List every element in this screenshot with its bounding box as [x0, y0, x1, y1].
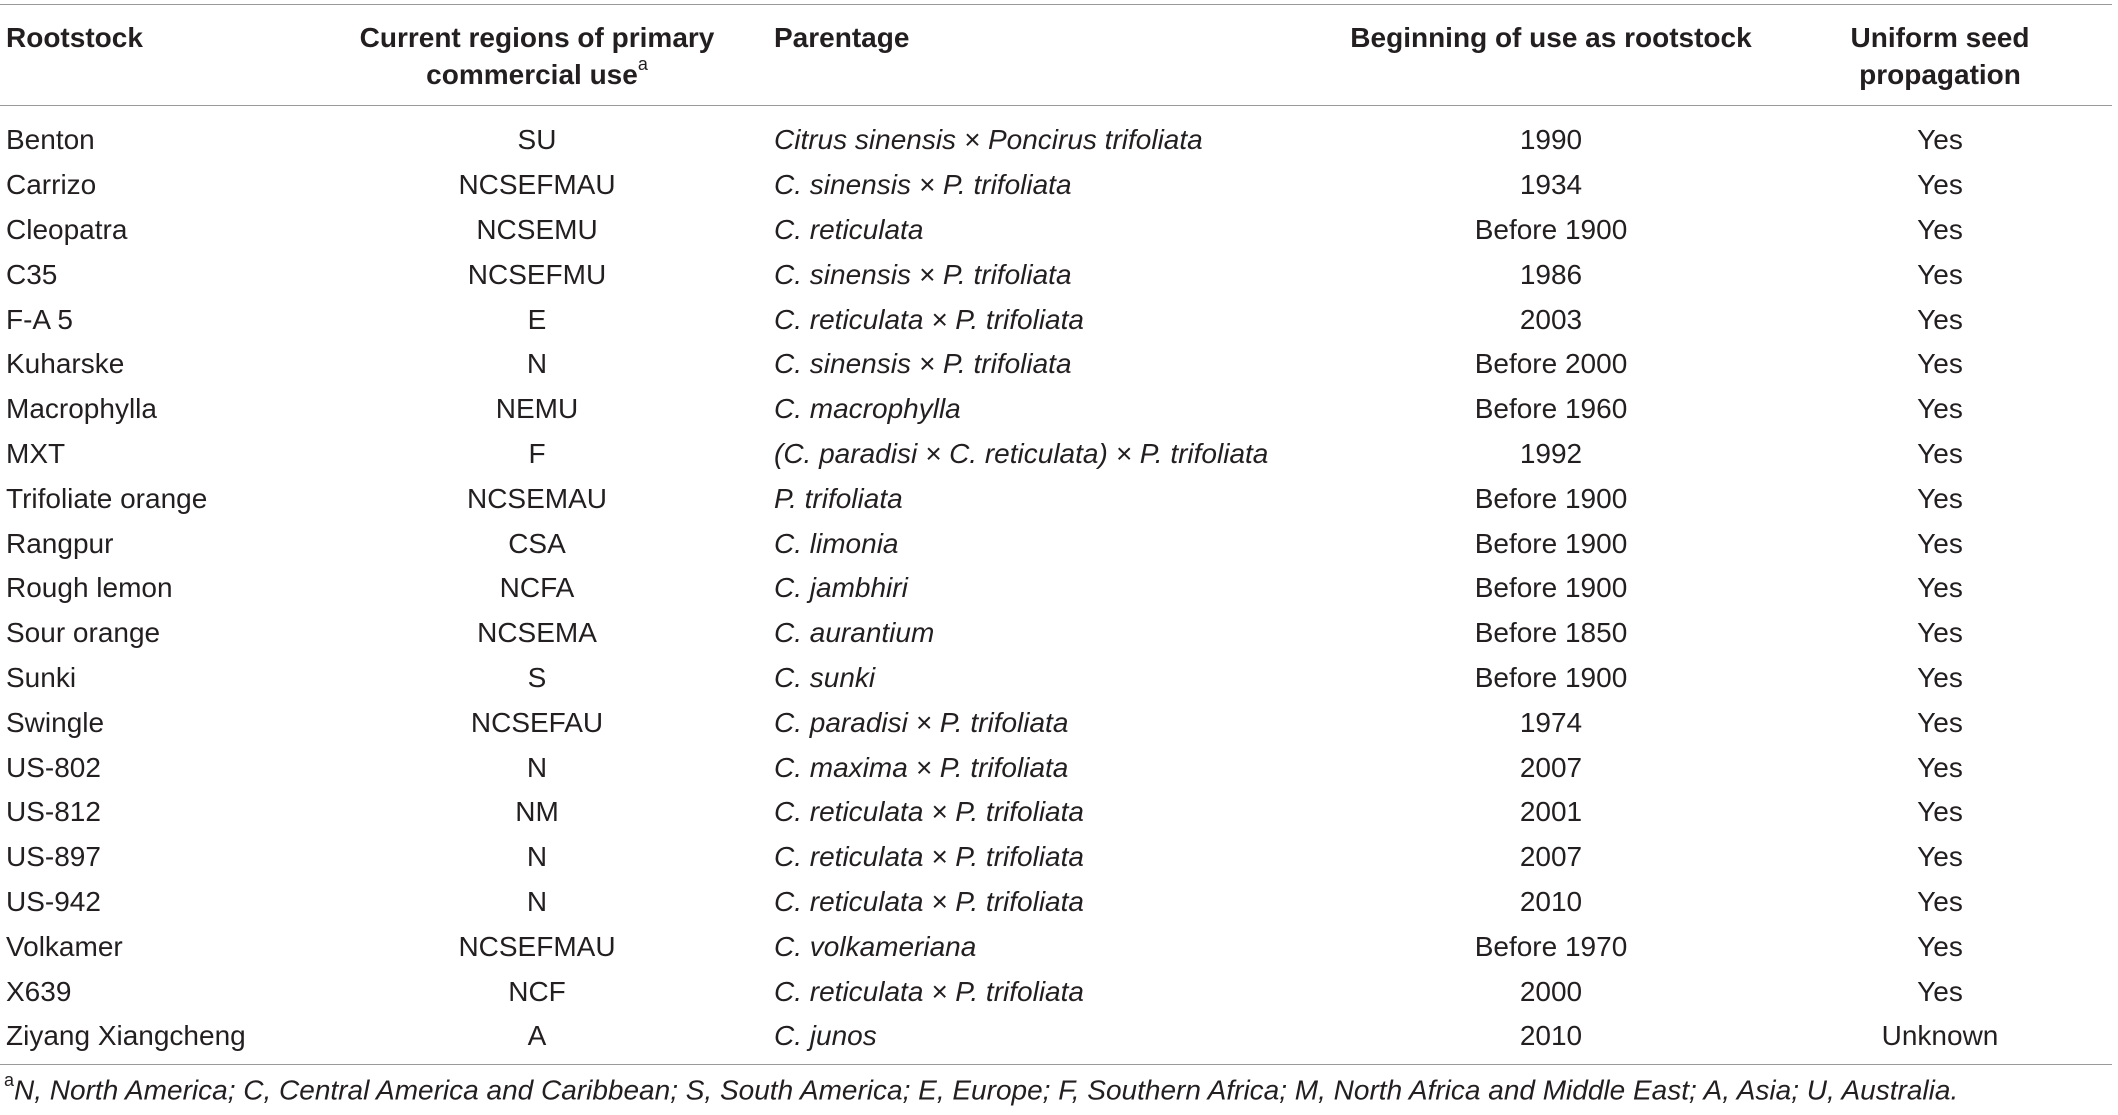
header-regions [318, 5, 756, 106]
table-row [0, 521, 2112, 566]
cell-uniform: Yes [1917, 796, 1963, 828]
cell-beginning: 1990 [1519, 124, 1583, 156]
cell-beginning: 2003 [1519, 303, 1583, 335]
cell-rootstock: US-897 [6, 841, 101, 873]
cell-beginning: 1934 [1519, 169, 1583, 201]
cell-parentage: (C. paradisi × C. reticulata) × P. trifoliata [774, 437, 1269, 469]
cell-rootstock: Sour orange [6, 617, 161, 649]
table-row [0, 432, 2112, 477]
cell-rootstock: Rough lemon [6, 572, 173, 604]
cell-beginning: Before 1900 [1474, 527, 1628, 559]
cell-regions: NCF [508, 975, 566, 1007]
cell-rootstock: Ziyang Xiangcheng [6, 1020, 246, 1052]
table-row [0, 208, 2112, 253]
cell-rootstock: Volkamer [6, 930, 123, 962]
cell-regions: NCSEFMU [467, 258, 607, 290]
cell-regions: S [527, 661, 547, 693]
cell-beginning: Before 1970 [1474, 930, 1628, 962]
table-row [0, 745, 2112, 790]
table-row [0, 476, 2112, 521]
cell-uniform: Yes [1917, 393, 1963, 425]
table-row [0, 790, 2112, 835]
cell-regions: A [527, 1020, 547, 1052]
cell-parentage: C. volkameriana [774, 930, 977, 962]
cell-beginning: 1986 [1519, 258, 1583, 290]
table-header [0, 5, 2112, 106]
cell-rootstock: Macrophylla [6, 393, 157, 425]
cell-uniform: Yes [1917, 258, 1963, 290]
table-row [0, 835, 2112, 880]
cell-parentage: C. reticulata × P. trifoliata [774, 303, 1084, 335]
cell-regions: NM [515, 796, 559, 828]
cell-regions: F [528, 437, 546, 469]
cell-uniform: Yes [1917, 124, 1963, 156]
header-uniform: Uniform seed propagation [1768, 5, 2112, 106]
cell-beginning: 2007 [1519, 751, 1583, 783]
cell-parentage: P. trifoliata [774, 482, 903, 514]
cell-uniform: Yes [1917, 661, 1963, 693]
cell-beginning: Before 1850 [1474, 617, 1628, 649]
cell-uniform: Yes [1917, 706, 1963, 738]
cell-regions: N [526, 885, 548, 917]
cell-uniform: Yes [1917, 303, 1963, 335]
rootstock-table-container [0, 4, 2112, 1067]
rootstock-table [0, 4, 2112, 1067]
cell-beginning: 1974 [1519, 706, 1583, 738]
cell-beginning: Before 1900 [1474, 482, 1628, 514]
header-regions-footnote-marker: a [637, 53, 648, 74]
cell-parentage: C. reticulata × P. trifoliata [774, 975, 1084, 1007]
cell-regions: N [526, 751, 548, 783]
cell-rootstock: Sunki [6, 661, 77, 693]
header-row [0, 5, 2112, 106]
cell-parentage: C. junos [774, 1020, 877, 1052]
cell-regions: NCSEMU [476, 213, 598, 245]
cell-uniform: Yes [1917, 169, 1963, 201]
cell-parentage: C. maxima × P. trifoliata [774, 751, 1069, 783]
table-row [0, 163, 2112, 208]
cell-uniform: Yes [1917, 348, 1963, 380]
table-row [0, 880, 2112, 925]
table-row [0, 611, 2112, 656]
cell-parentage: C. reticulata × P. trifoliata [774, 796, 1084, 828]
cell-rootstock: Rangpur [6, 527, 114, 559]
cell-regions: E [527, 303, 547, 335]
cell-parentage: C. sunki [774, 661, 876, 693]
cell-beginning: Before 1900 [1474, 572, 1628, 604]
cell-uniform: Yes [1917, 885, 1963, 917]
cell-parentage: C. reticulata × P. trifoliata [774, 885, 1084, 917]
cell-rootstock: Trifoliate orange [6, 482, 208, 514]
cell-rootstock: Swingle [6, 706, 105, 738]
table-row [0, 252, 2112, 297]
cell-parentage: C. reticulata × P. trifoliata [774, 841, 1084, 873]
cell-beginning: Before 1900 [1474, 661, 1628, 693]
header-rootstock: Rootstock [0, 5, 318, 106]
cell-parentage: C. aurantium [774, 617, 935, 649]
cell-regions: NEMU [495, 393, 579, 425]
cell-parentage: C. sinensis × P. trifoliata [774, 169, 1072, 201]
cell-beginning: 2007 [1519, 841, 1583, 873]
cell-uniform: Yes [1917, 975, 1963, 1007]
footnote-text: N, North America; C, Central America and Caribbean; S, South America; E, Europe; F, Southern Africa; M, North Africa and Middle East; A, Asia; U, Australia. [14, 1074, 1959, 1106]
cell-regions: NCSEFMAU [458, 169, 616, 201]
cell-parentage: C. sinensis × P. trifoliata [774, 348, 1072, 380]
table-row [0, 387, 2112, 432]
cell-regions: CSA [508, 527, 566, 559]
header-regions-label: Current regions of primary commercial use [359, 22, 715, 90]
cell-rootstock: US-812 [6, 796, 101, 828]
cell-beginning: 2000 [1519, 975, 1583, 1007]
cell-parentage: C. limonia [774, 527, 899, 559]
cell-beginning: Before 1900 [1474, 213, 1628, 245]
cell-uniform: Yes [1917, 437, 1963, 469]
cell-parentage: C. paradisi × P. trifoliata [774, 706, 1069, 738]
cell-parentage: C. reticulata [774, 213, 924, 245]
cell-beginning: Before 1960 [1474, 393, 1628, 425]
table-row [0, 656, 2112, 701]
cell-parentage: C. jambhiri [774, 572, 908, 604]
table-row [0, 969, 2112, 1014]
cell-uniform: Yes [1917, 841, 1963, 873]
footnote-marker: a [4, 1070, 15, 1090]
cell-rootstock: X639 [6, 975, 72, 1007]
table-row [0, 106, 2112, 163]
table-row [0, 1014, 2112, 1067]
cell-regions: SU [517, 124, 557, 156]
cell-uniform: Yes [1917, 482, 1963, 514]
cell-rootstock: Carrizo [6, 169, 97, 201]
cell-uniform: Yes [1917, 213, 1963, 245]
cell-regions: N [526, 841, 548, 873]
cell-rootstock: Benton [6, 124, 95, 156]
cell-rootstock: Cleopatra [6, 213, 128, 245]
cell-uniform: Yes [1917, 527, 1963, 559]
cell-rootstock: F-A 5 [6, 303, 73, 335]
cell-regions: N [526, 348, 548, 380]
cell-regions: NCSEMAU [466, 482, 607, 514]
cell-parentage: C. sinensis × P. trifoliata [774, 258, 1072, 290]
table-row [0, 700, 2112, 745]
cell-rootstock: US-942 [6, 885, 101, 917]
cell-regions: NCSEMA [477, 617, 597, 649]
cell-beginning: 2010 [1519, 885, 1583, 917]
cell-beginning: 2001 [1519, 796, 1583, 828]
header-parentage: Parentage [756, 5, 1334, 106]
cell-uniform: Unknown [1881, 1020, 1999, 1052]
table-row [0, 297, 2112, 342]
table-footnote [0, 1070, 1959, 1106]
cell-beginning: Before 2000 [1474, 348, 1628, 380]
table-bottom-rule [0, 1064, 2112, 1065]
table-row [0, 566, 2112, 611]
cell-parentage: C. macrophylla [774, 393, 961, 425]
cell-rootstock: C35 [6, 258, 58, 290]
cell-regions: NCSEFMAU [458, 930, 616, 962]
cell-rootstock: Kuharske [6, 348, 125, 380]
cell-uniform: Yes [1917, 572, 1963, 604]
cell-rootstock: MXT [6, 437, 66, 469]
table-row [0, 924, 2112, 969]
header-beginning: Beginning of use as rootstock [1334, 5, 1768, 106]
cell-parentage: Citrus sinensis × Poncirus trifoliata [774, 124, 1203, 156]
cell-uniform: Yes [1917, 751, 1963, 783]
cell-regions: NCSEFAU [470, 706, 604, 738]
table-row [0, 342, 2112, 387]
cell-uniform: Yes [1917, 930, 1963, 962]
cell-regions: NCFA [499, 572, 575, 604]
cell-uniform: Yes [1917, 617, 1963, 649]
cell-rootstock: US-802 [6, 751, 101, 783]
table-body [0, 106, 2112, 1067]
cell-beginning: 2010 [1519, 1020, 1583, 1052]
cell-beginning: 1992 [1519, 437, 1583, 469]
